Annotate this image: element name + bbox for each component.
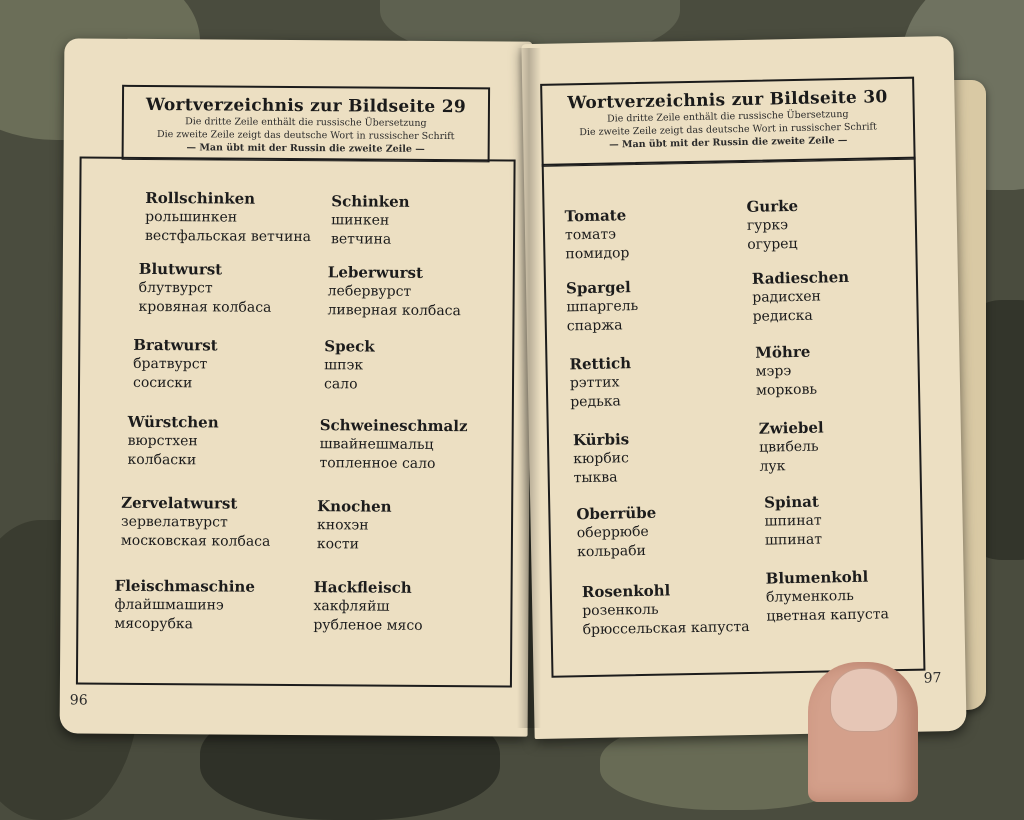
german-word: Gurke	[746, 196, 799, 216]
german-word: Spinat	[764, 492, 819, 512]
russian-translation: тыква	[573, 469, 618, 487]
transliteration: мэрэ	[755, 363, 792, 380]
word-entry	[324, 337, 375, 394]
transliteration: шинкен	[331, 212, 390, 229]
word-entry	[746, 197, 799, 255]
russian-translation: колбаски	[127, 451, 197, 469]
word-entry	[121, 494, 271, 552]
russian-translation: сало	[323, 376, 358, 393]
word-entry	[566, 278, 639, 336]
transliteration: швайнешмальц	[319, 436, 434, 453]
word-entry	[759, 418, 825, 476]
german-word: Kürbis	[572, 430, 630, 450]
word-entry	[569, 354, 632, 412]
word-entry	[313, 578, 423, 636]
russian-translation: лук	[759, 458, 786, 475]
word-entry	[331, 192, 410, 250]
german-word: Zervelatwurst	[121, 493, 238, 513]
russian-translation: кольраби	[576, 542, 647, 561]
german-word: Bratwurst	[133, 335, 218, 355]
transliteration: томатэ	[564, 226, 617, 244]
header-note: — Man übt mit der Russin die zweite Zeile —	[609, 134, 848, 151]
left-page-header	[122, 85, 491, 163]
right-page-title: Wortverzeichnis zur Bildseite 30	[567, 87, 888, 114]
word-entry	[317, 497, 392, 555]
word-entry	[582, 580, 750, 640]
transliteration: рэттих	[569, 374, 620, 392]
russian-translation: огурец	[747, 235, 798, 253]
transliteration: радисхен	[752, 288, 822, 306]
russian-translation: редиска	[752, 307, 813, 325]
german-word: Schweineschmalz	[319, 416, 468, 436]
transliteration: лебервурст	[327, 283, 412, 300]
word-entry	[565, 206, 630, 264]
german-word: Speck	[324, 337, 375, 356]
german-word: Rollschinken	[145, 188, 256, 208]
word-entry	[766, 567, 890, 626]
russian-translation: вестфальская ветчина	[144, 227, 312, 246]
right-page	[521, 36, 966, 739]
header-note: Die dritte Zeile enthält die russische Übersetzung	[606, 108, 849, 125]
word-entry	[114, 577, 255, 635]
word-entry	[576, 504, 657, 563]
page-number: 97	[923, 670, 942, 687]
german-word: Radieschen	[751, 267, 850, 288]
russian-translation: шпинат	[764, 531, 823, 549]
german-word: Hackfleisch	[313, 578, 412, 597]
word-entry	[133, 336, 218, 394]
russian-translation: морковь	[755, 381, 818, 399]
word-entry	[319, 416, 467, 474]
word-entry	[127, 413, 218, 471]
russian-translation: цветная капуста	[766, 606, 890, 625]
word-entry	[573, 430, 630, 488]
russian-translation: ветчина	[330, 231, 392, 248]
transliteration: цвибель	[759, 438, 819, 456]
header-note: Die dritte Zeile enthält die russische Übersetzung	[185, 116, 427, 129]
german-word: Möhre	[755, 342, 811, 362]
left-page-title: Wortverzeichnis zur Bildseite 29	[145, 94, 467, 118]
transliteration: кнохэн	[316, 517, 369, 534]
german-word: Fleischmaschine	[114, 576, 255, 596]
german-word: Rosenkohl	[581, 581, 671, 602]
russian-translation: ливерная колбаса	[327, 302, 461, 320]
word-entry	[327, 263, 461, 321]
thumbnail	[830, 668, 898, 732]
page-number: 96	[69, 692, 88, 709]
russian-translation: московская колбаса	[120, 532, 271, 550]
transliteration: блуменколь	[765, 587, 854, 606]
german-word: Rettich	[569, 354, 632, 374]
header-note: — Man übt mit der Russin die zweite Zeile —	[186, 142, 425, 155]
transliteration: кюрбис	[573, 450, 630, 468]
german-word: Spargel	[565, 278, 631, 298]
russian-translation: рубленое мясо	[313, 617, 423, 634]
transliteration: розенколь	[582, 601, 659, 620]
russian-translation: топленное сало	[319, 455, 436, 472]
russian-translation: редька	[570, 393, 621, 411]
header-note: Die zweite Zeile zeigt das deutsche Wort in russischer Schrift	[156, 129, 455, 143]
word-entry	[752, 268, 850, 327]
word-entry	[145, 189, 311, 247]
transliteration: шпинат	[764, 512, 822, 530]
right-page-header	[540, 77, 916, 167]
german-word: Würstchen	[127, 412, 219, 432]
transliteration: рольшинкен	[145, 208, 238, 226]
transliteration: оберрюбе	[576, 523, 649, 542]
german-word: Oberrübe	[576, 503, 657, 524]
transliteration: гуркэ	[746, 217, 789, 234]
german-word: Blumenkohl	[765, 567, 869, 588]
transliteration: флайшмашинэ	[114, 596, 224, 614]
header-note: Die zweite Zeile zeigt das deutsche Wort in russischer Schrift	[579, 121, 877, 139]
transliteration: вюрстхен	[127, 432, 198, 450]
transliteration: братвурст	[133, 355, 208, 373]
transliteration: зервелатвурст	[121, 513, 228, 531]
german-word: Zwiebel	[758, 418, 824, 438]
russian-translation: мясорубка	[114, 615, 194, 633]
german-word: Knochen	[317, 497, 392, 516]
german-word: Tomate	[564, 206, 627, 226]
russian-translation: кости	[316, 536, 360, 553]
russian-translation: помидор	[565, 245, 630, 263]
german-word: Blutwurst	[138, 259, 223, 279]
transliteration: шпаргель	[566, 298, 639, 316]
transliteration: хакфляйш	[313, 598, 390, 615]
russian-translation: кровяная колбаса	[138, 298, 272, 316]
transliteration: блутвурст	[138, 279, 213, 297]
word-entry	[764, 493, 822, 551]
left-page	[60, 38, 533, 736]
word-entry	[755, 343, 817, 401]
word-entry	[138, 260, 271, 318]
german-word: Schinken	[331, 192, 410, 211]
russian-translation: брюссельская капуста	[582, 618, 750, 639]
book-gutter	[517, 48, 541, 728]
transliteration: шпэк	[324, 357, 364, 374]
russian-translation: сосиски	[132, 374, 193, 392]
german-word: Leberwurst	[327, 263, 423, 282]
russian-translation: спаржа	[566, 317, 623, 335]
